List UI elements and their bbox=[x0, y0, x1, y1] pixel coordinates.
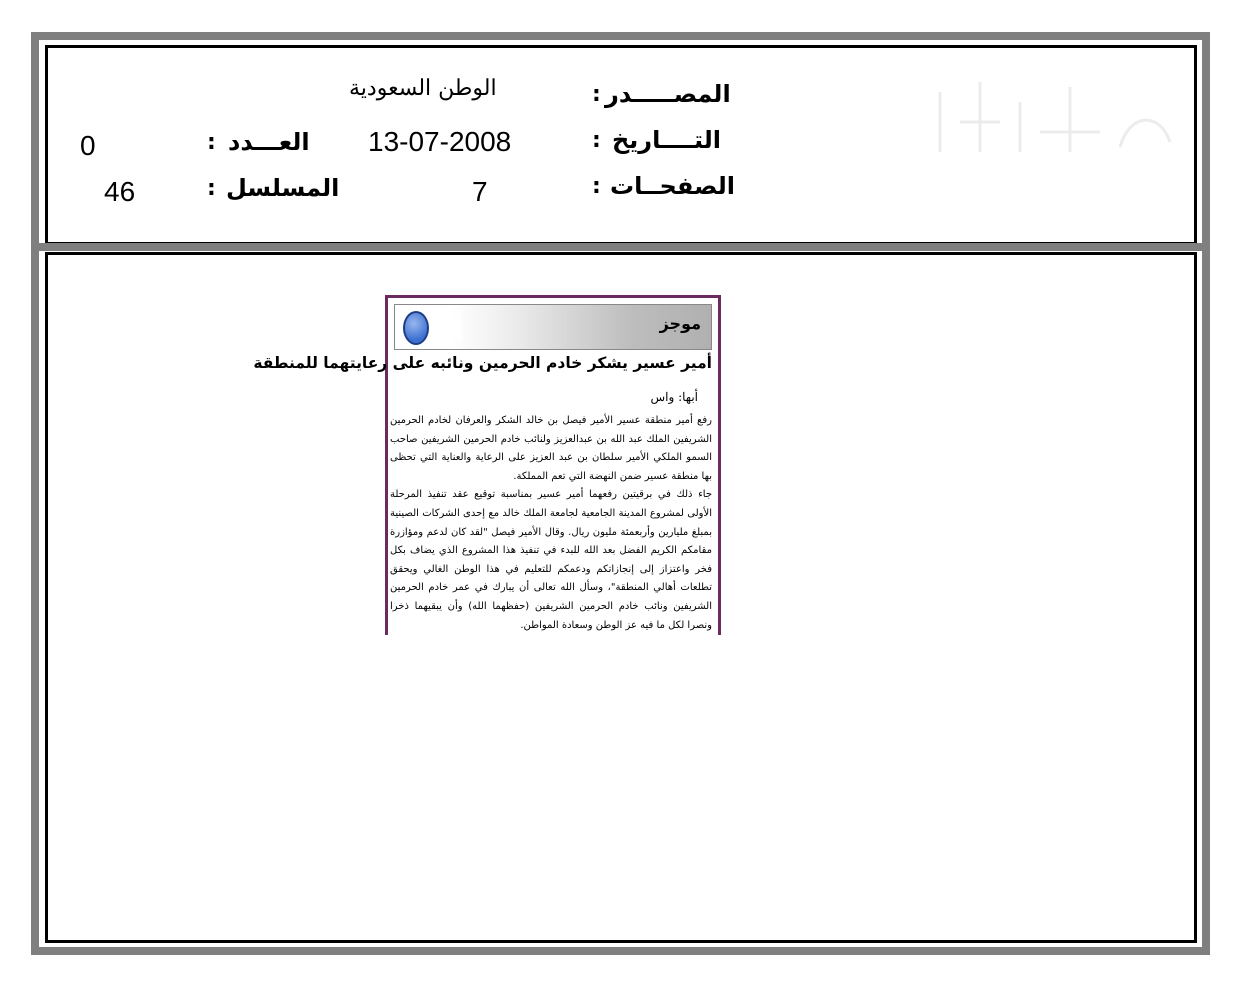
section-label: موجز bbox=[659, 314, 701, 333]
issue-value: 0 bbox=[80, 130, 96, 161]
source-colon: : bbox=[592, 82, 601, 107]
watermark-logo bbox=[920, 72, 1180, 162]
news-clipping bbox=[253, 295, 721, 635]
article-dateline: أبها: واس bbox=[650, 390, 698, 404]
issue-colon: : bbox=[207, 130, 216, 155]
article-body bbox=[390, 412, 712, 635]
date-colon: : bbox=[592, 128, 601, 153]
header-divider bbox=[39, 243, 1202, 251]
blue-oval-icon bbox=[403, 311, 429, 345]
serial-label: المسلسل bbox=[226, 174, 340, 202]
article-headline: أمير عسير يشكر خادم الحرمين ونائبه على رعايتهما للمنطقة bbox=[253, 354, 712, 372]
section-banner bbox=[394, 304, 712, 350]
pages-colon: : bbox=[592, 174, 601, 199]
article-paragraph: جاء ذلك في برقيتين رفعهما أمير عسير بمناسبة توقيع عقد تنفيذ المرحلة الأولى لمشروع المدينة الجامعية لجامعة الملك خالد مع إحدى الشركات الصينية بمبلغ مليارين وأربعمئة مليون ريال. وقال الأمير فيصل "لقد كان لدعم ومؤازرة مقامكم الكريم الفضل بعد الله للبدء في تنفيذ هذا المشروع الذي يضاف بكل فخر واعتزاز إلى إنجازاتكم ودعمكم للتعليم في هذا الوطن الغالي ويحقق تطلعات أهالي المنطقة"، وسأل الله تعالى أن يبارك في عمر خادم الحرمين الشريفين ونائب خادم الحرمين الشريفين (حفظهما الله) وأن يبقيهما ذخرا ونصرا لكل ما فيه عز الوطن وسعادة المواطن. bbox=[390, 489, 712, 631]
arrow-left-icon bbox=[447, 311, 461, 343]
source-value: الوطن السعودية bbox=[349, 76, 497, 101]
serial-colon: : bbox=[207, 176, 216, 201]
pages-value: 7 bbox=[472, 176, 488, 207]
source-label: المصـــــدر bbox=[605, 80, 731, 108]
date-label: التــــاريخ bbox=[612, 126, 721, 154]
serial-value: 46 bbox=[104, 176, 136, 207]
issue-label: العـــدد bbox=[228, 128, 310, 156]
date-value: 13-07-2008 bbox=[368, 126, 512, 157]
pages-label: الصفحــات bbox=[610, 172, 735, 200]
article-paragraph: رفع أمير منطقة عسير الأمير فيصل بن خالد الشكر والعرفان لخادم الحرمين الشريفين الملك عبد الله بن عبدالعزيز ولنائب خادم الحرمين الشريفين صاحب السمو الملكي الأمير سلطان بن عبد العزيز على الرعاية والعناية التي تحظى بها منطقة عسير ضمن النهضة التي تعم المملكة. bbox=[390, 415, 712, 482]
